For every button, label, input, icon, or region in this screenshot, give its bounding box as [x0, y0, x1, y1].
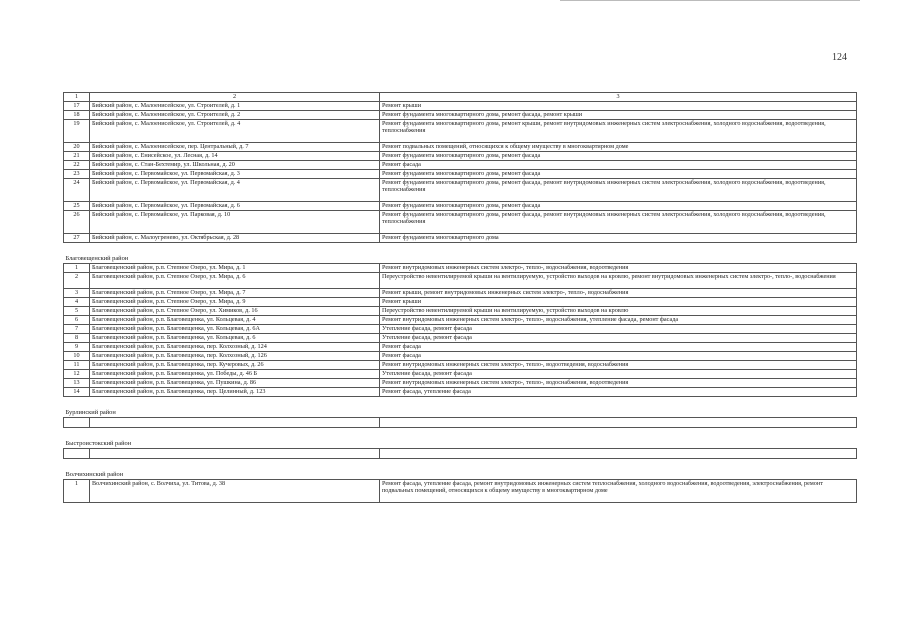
table-row [64, 289, 857, 298]
page-number: 124 [832, 52, 847, 63]
table-row [64, 379, 857, 388]
row-number: 12 [64, 370, 90, 379]
table-row [64, 234, 857, 243]
row-number: 4 [64, 298, 90, 307]
scan-top-edge-line [560, 0, 860, 1]
row-work: Ремонт внутридомовых инженерных систем электро-, тепло-, водоотведения, водоснабжения [380, 361, 857, 370]
row-address: Бийский район, с. Малоенисейское, пер. Центральный, д. 7 [90, 143, 380, 152]
row-address: Бийский район, с. Малоенисейское, ул. Строителей, д. 2 [90, 111, 380, 120]
row-address: Благовещенский район, р.п. Благовещенка, ул. Кольцевая, д. 4 [90, 316, 380, 325]
row-address: Волчихинский район, с. Волчиха, ул. Титова, д. 38 [90, 480, 380, 503]
row-address: Благовещенский район, р.п. Степное Озеро, ул. Химиков, д. 16 [90, 307, 380, 316]
row-work: Ремонт фасада, утепление фасада [380, 388, 857, 397]
header-col-3: 3 [380, 93, 857, 102]
row-number: 2 [64, 273, 90, 289]
row-work: Ремонт фасада [380, 352, 857, 361]
table-row [64, 307, 857, 316]
row-number: 10 [64, 352, 90, 361]
row-address: Бийский район, с. Первомайское, ул. Первомайская, д. 3 [90, 170, 380, 179]
row-address: Благовещенский район, р.п. Степное Озеро, ул. Мира, д. 1 [90, 264, 380, 273]
row-address: Благовещенский район, р.п. Благовещенка, пер. Целинный, д. 123 [90, 388, 380, 397]
row-work: Ремонт подвальных помещений, относящихся к общему имуществу в многоквартирном доме [380, 143, 857, 152]
table-row [64, 325, 857, 334]
empty-row [64, 449, 857, 459]
table-row [64, 480, 857, 503]
table-row [64, 264, 857, 273]
row-address: Благовещенский район, р.п. Благовещенка, пер. Колхозный, д. 124 [90, 343, 380, 352]
row-number: 6 [64, 316, 90, 325]
row-number: 11 [64, 361, 90, 370]
row-number: 1 [64, 480, 90, 503]
row-number: 24 [64, 179, 90, 202]
table-row [64, 316, 857, 325]
table-row [64, 161, 857, 170]
row-address: Бийский район, с. Первомайское, ул. Парковая, д. 10 [90, 211, 380, 234]
row-work: Ремонт фундамента многоквартирного дома, ремонт фасада [380, 202, 857, 211]
row-work: Ремонт крыши, ремонт внутридомовых инженерных систем электро-, тепло-, водоснабжения [380, 289, 857, 298]
row-work: Ремонт фундамента многоквартирного дома [380, 234, 857, 243]
section-title: Волчихинский район [64, 459, 857, 480]
section-row-volchikhinsky [64, 459, 857, 480]
row-work: Утепление фасада, ремонт фасада [380, 370, 857, 379]
row-address: Благовещенский район, р.п. Благовещенка, ул. Пушкина, д. 86 [90, 379, 380, 388]
row-number: 7 [64, 325, 90, 334]
row-work: Ремонт фундамента многоквартирного дома, ремонт фасада, ремонт внутридомовых инженерных систем электроснабжения, холодного водоснабжения, водоотведения, теплоснабжения [380, 211, 857, 234]
row-work: Ремонт фундамента многоквартирного дома, ремонт крыши, ремонт внутридомовых инженерных систем электроснабжения, холодного водоснабжения, водоотведения, теплоснабжения [380, 120, 857, 143]
table-row [64, 179, 857, 202]
row-work: Ремонт фундамента многоквартирного дома, ремонт фасада, ремонт крыши [380, 111, 857, 120]
table-row [64, 352, 857, 361]
table-row [64, 361, 857, 370]
table-row [64, 102, 857, 111]
row-work: Ремонт фундамента многоквартирного дома, ремонт фасада [380, 170, 857, 179]
table-row [64, 143, 857, 152]
table-row [64, 334, 857, 343]
row-work: Ремонт крыши [380, 298, 857, 307]
table-row [64, 120, 857, 143]
row-number: 21 [64, 152, 90, 161]
row-number: 20 [64, 143, 90, 152]
row-address: Бийский район, с. Первомайское, ул. Первомайская, д. 4 [90, 179, 380, 202]
row-address: Бийский район, с. Малоенисейское, ул. Строителей, д. 4 [90, 120, 380, 143]
table-row [64, 152, 857, 161]
row-work: Переустройство невентилируемой крыши на вентилируемую, устройство выходов на кровлю [380, 307, 857, 316]
row-number: 9 [64, 343, 90, 352]
section-row-blagoveshchensky [64, 243, 857, 264]
row-address: Благовещенский район, р.п. Благовещенка, пер. Колхозный, д. 126 [90, 352, 380, 361]
row-address: Благовещенский район, р.п. Степное Озеро, ул. Мира, д. 7 [90, 289, 380, 298]
row-address: Благовещенский район, р.п. Степное Озеро, ул. Мира, д. 6 [90, 273, 380, 289]
header-col-1: 1 [64, 93, 90, 102]
row-number: 1 [64, 264, 90, 273]
table-row [64, 202, 857, 211]
table-row [64, 298, 857, 307]
header-col-2: 2 [90, 93, 380, 102]
table-header-row [64, 93, 857, 102]
row-number: 5 [64, 307, 90, 316]
empty-row [64, 418, 857, 428]
row-work: Ремонт фасада [380, 161, 857, 170]
row-address: Бийский район, с. Стан-Бехтемир, ул. Школьная, д. 20 [90, 161, 380, 170]
section-row-bystroistoksky [64, 428, 857, 449]
row-number: 17 [64, 102, 90, 111]
row-number: 25 [64, 202, 90, 211]
row-address: Бийский район, с. Первомайское, ул. Первомайская, д. 6 [90, 202, 380, 211]
row-address: Благовещенский район, р.п. Благовещенка, пер. Кучеровых, д. 26 [90, 361, 380, 370]
row-address: Бийский район, с. Малоенисейское, ул. Строителей, д. 1 [90, 102, 380, 111]
row-work: Ремонт фасада [380, 343, 857, 352]
row-work: Ремонт фасада, утепление фасада, ремонт внутридомовых инженерных систем теплоснабжения, холодного водоснабжения, водоотведения, электроснабжения, ремонт подвальных помещений, относящихся к общему имуществу в многоквартирном доме [380, 480, 857, 503]
section-title: Благовещенский район [64, 243, 857, 264]
row-number: 13 [64, 379, 90, 388]
table-row [64, 170, 857, 179]
works-table [63, 92, 857, 503]
row-work: Ремонт фундамента многоквартирного дома, ремонт фасада, ремонт внутридомовых инженерных систем электроснабжения, холодного водоснабжения, водоотведения, теплоснабжения [380, 179, 857, 202]
row-number: 19 [64, 120, 90, 143]
row-number: 3 [64, 289, 90, 298]
row-work: Утепление фасада, ремонт фасада [380, 334, 857, 343]
row-address: Бийский район, с. Енисейское, ул. Лесная, д. 14 [90, 152, 380, 161]
row-work: Утепление фасада, ремонт фасада [380, 325, 857, 334]
section-title: Быстроистокский район [64, 428, 857, 449]
row-work: Переустройство невентилируемой крыши на вентилируемую, устройство выходов на кровлю, ремонт внутридомовых инженерных систем электро-, тепло-, водоснабжения [380, 273, 857, 289]
row-work: Ремонт внутридомовых инженерных систем электро-, тепло-, водоснабжения, утепление фасада, ремонт фасада [380, 316, 857, 325]
table-row [64, 111, 857, 120]
row-address: Благовещенский район, р.п. Благовещенка, ул. Кольцевая, д. 6А [90, 325, 380, 334]
table-row [64, 388, 857, 397]
row-address: Бийский район, с. Малоугренево, ул. Октябрьская, д. 28 [90, 234, 380, 243]
row-number: 27 [64, 234, 90, 243]
row-number: 26 [64, 211, 90, 234]
row-address: Благовещенский район, р.п. Благовещенка, ул. Кольцевая, д. 6 [90, 334, 380, 343]
table-row [64, 370, 857, 379]
row-number: 18 [64, 111, 90, 120]
row-address: Благовещенский район, р.п. Благовещенка, ул. Победы, д. 46 Б [90, 370, 380, 379]
table-row [64, 211, 857, 234]
table-row [64, 273, 857, 289]
row-number: 23 [64, 170, 90, 179]
table-row [64, 343, 857, 352]
row-work: Ремонт фундамента многоквартирного дома, ремонт фасада [380, 152, 857, 161]
row-number: 8 [64, 334, 90, 343]
row-work: Ремонт крыши [380, 102, 857, 111]
row-work: Ремонт внутридомовых инженерных систем электро-, тепло-, водоснабжения, водоотведения [380, 379, 857, 388]
section-title: Бурлинский район [64, 397, 857, 418]
row-work: Ремонт внутридомовых инженерных систем электро-, тепло-, водоснабжения, водоотведения [380, 264, 857, 273]
row-number: 22 [64, 161, 90, 170]
section-row-burlinsky [64, 397, 857, 418]
row-number: 14 [64, 388, 90, 397]
row-address: Благовещенский район, р.п. Степное Озеро, ул. Мира, д. 9 [90, 298, 380, 307]
